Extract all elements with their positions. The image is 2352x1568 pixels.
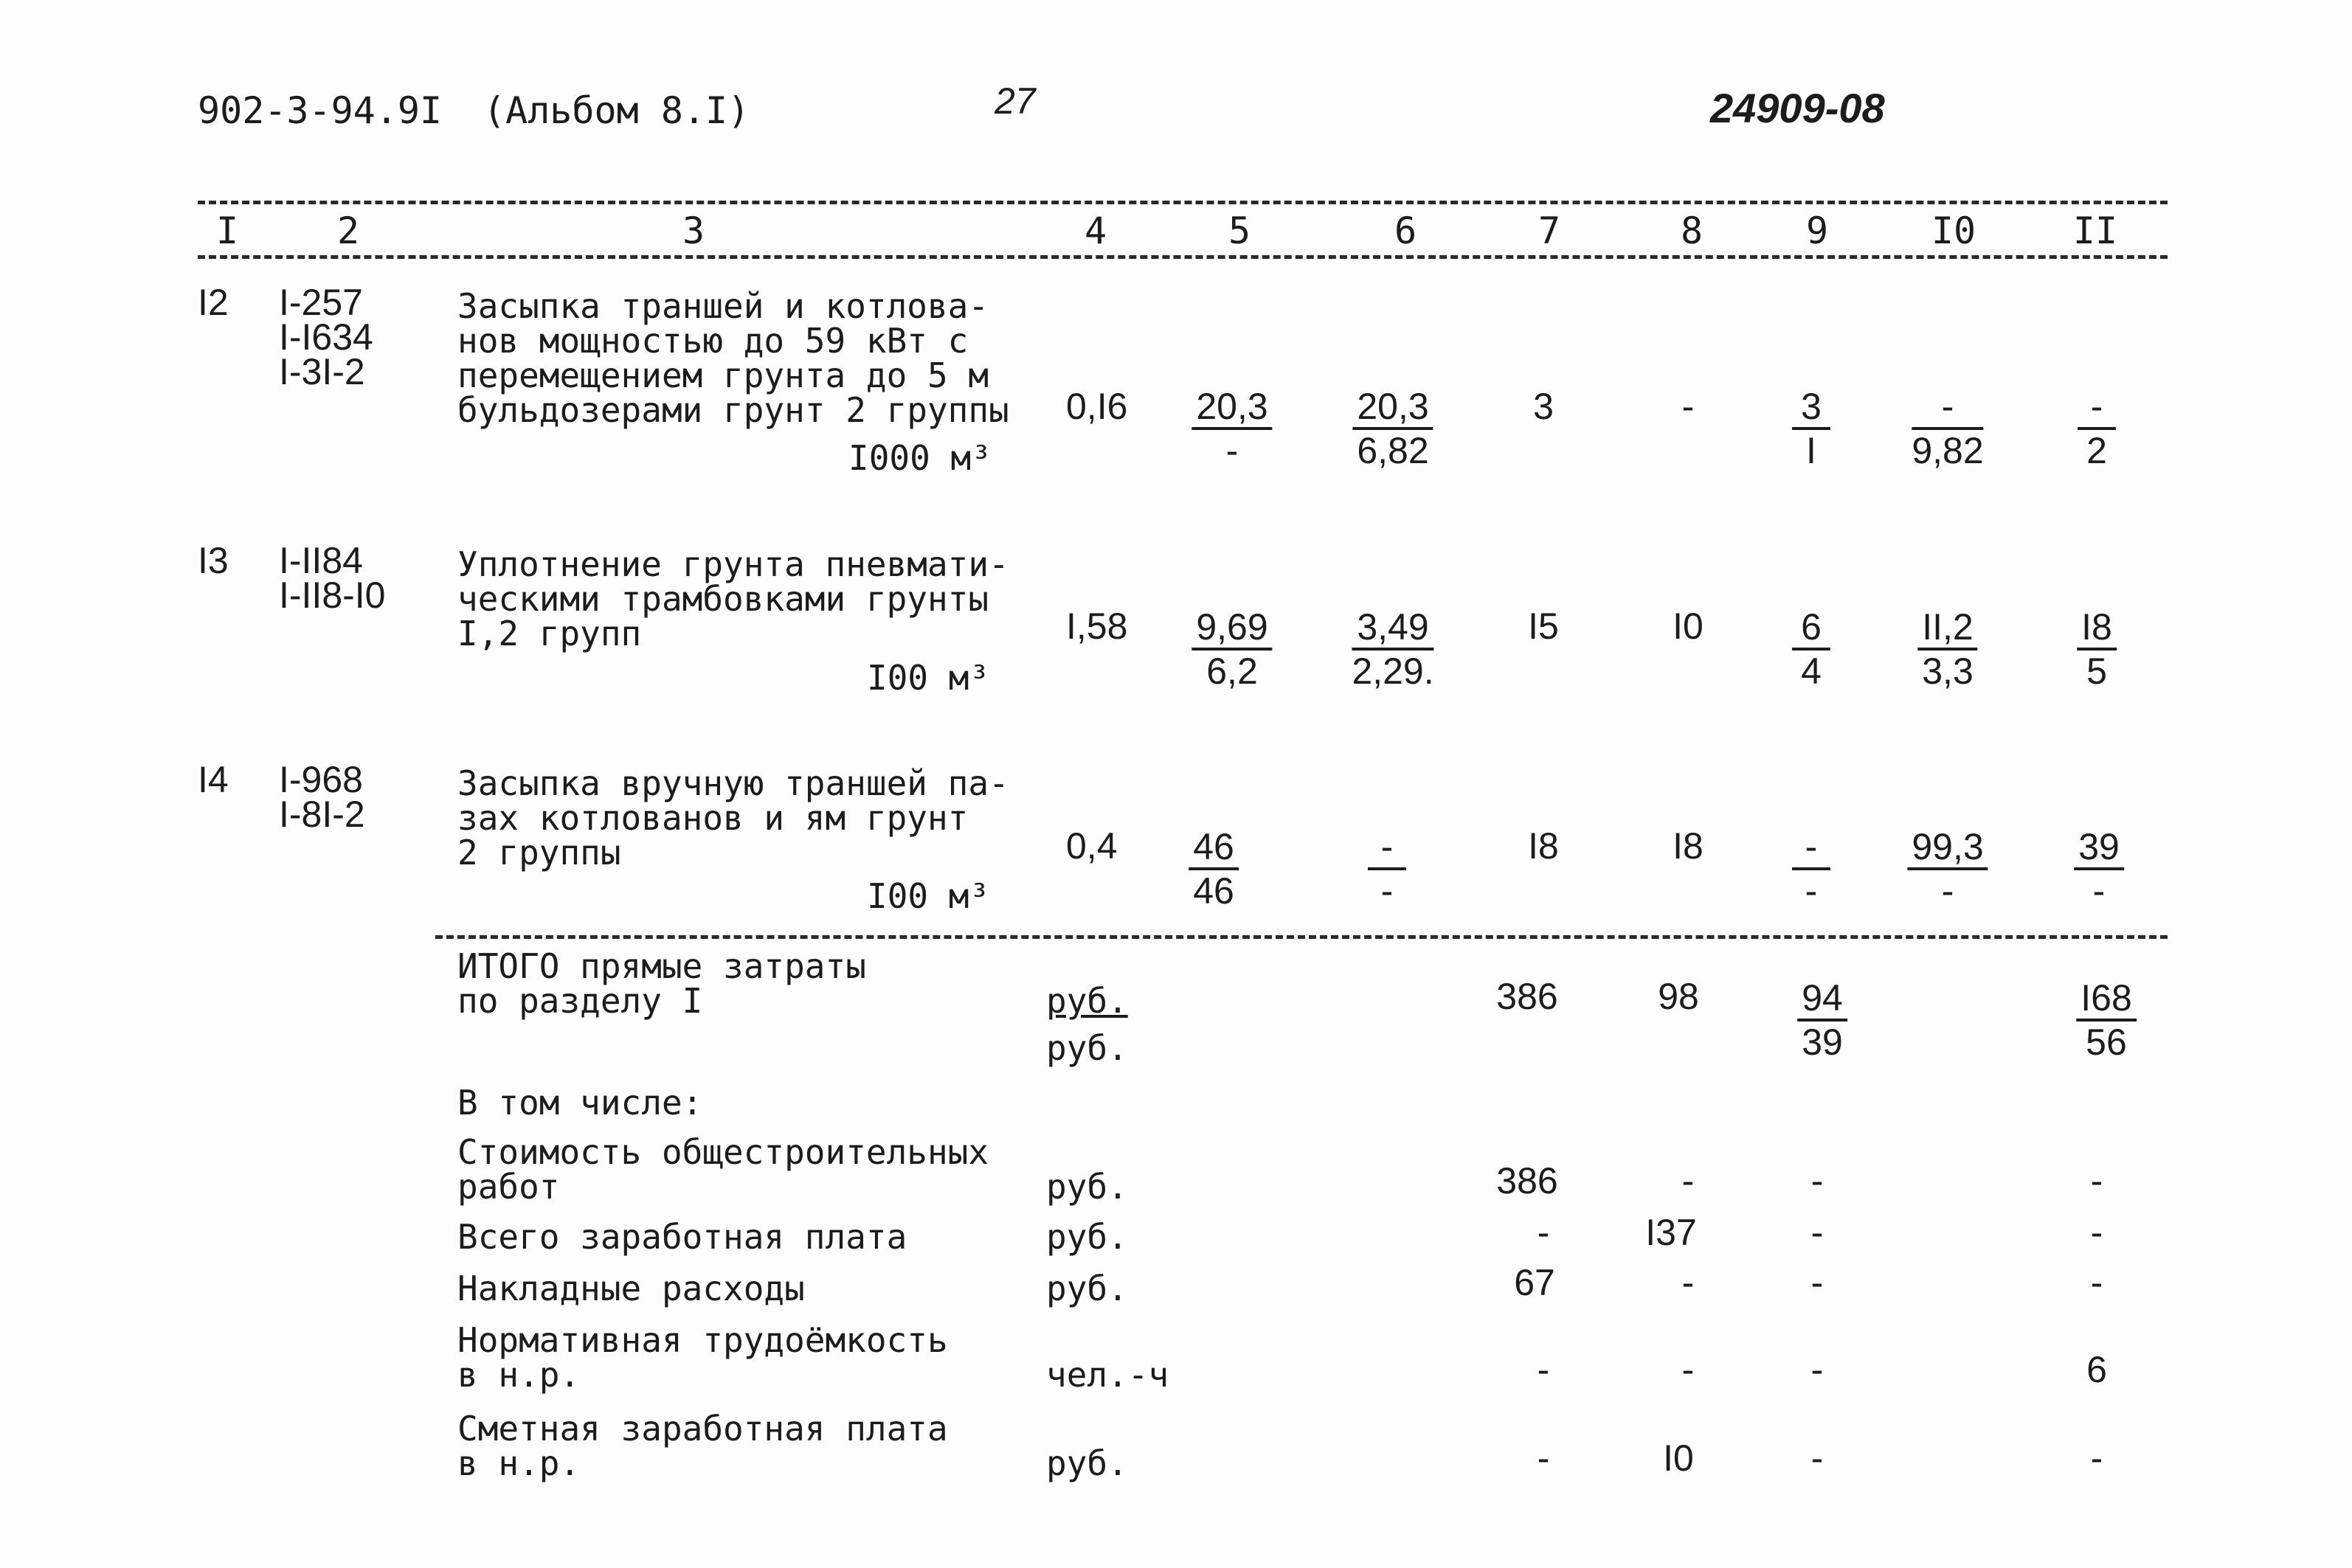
in-that-number-label: В том числе: <box>457 1083 703 1123</box>
fraction-top: 3 <box>1792 386 1830 430</box>
value: - <box>1810 1262 1824 1303</box>
value: 98 <box>1658 976 1699 1017</box>
work-description: Уплотнение грунта пневмати- <box>457 544 1009 584</box>
work-description: нов мощностью до 59 кВт с <box>457 321 969 361</box>
breakdown-unit: руб. <box>1046 1167 1128 1207</box>
cost-fraction <box>2074 826 2124 912</box>
breakdown-label: работ <box>457 1167 560 1207</box>
value: 386 <box>1496 976 1558 1017</box>
col-header-4: 4 <box>1084 209 1107 252</box>
fraction-bottom: 4 <box>1801 651 1822 692</box>
work-description: Засыпка траншей и котлова- <box>457 286 989 326</box>
fraction-bottom: - <box>1380 870 1394 912</box>
value: I5 <box>1528 606 1559 647</box>
cost-fraction <box>1352 606 1433 692</box>
breakdown-unit: чел.-ч <box>1046 1355 1169 1395</box>
row-number: I3 <box>198 540 229 581</box>
col-header-6: 6 <box>1394 209 1417 252</box>
value: - <box>1810 1349 1824 1390</box>
cost-fraction <box>1191 386 1272 471</box>
value: I0 <box>1673 606 1704 647</box>
value: 386 <box>1496 1160 1558 1201</box>
value: I8 <box>1528 825 1559 867</box>
cost-fraction <box>1352 386 1433 471</box>
cost-fraction <box>1792 386 1830 471</box>
work-description: зах котлованов и ям грунт <box>457 798 969 838</box>
value: - <box>2090 1160 2103 1201</box>
col-header-2: 2 <box>336 209 360 252</box>
breakdown-unit: руб. <box>1046 1269 1128 1308</box>
breakdown-label: в н.р. <box>457 1355 581 1395</box>
value: - <box>1681 386 1695 427</box>
fraction-bottom: 6,82 <box>1357 430 1429 471</box>
cost-fraction <box>2078 386 2116 471</box>
fraction-bottom: 6,2 <box>1206 651 1258 692</box>
cost-fraction <box>1917 606 1977 692</box>
value: I0 <box>1663 1437 1694 1479</box>
cost-fraction <box>1792 826 1830 912</box>
cost-fraction <box>1792 606 1830 692</box>
totals-label: по разделу I <box>457 981 703 1021</box>
fraction-bottom: - <box>1225 430 1239 471</box>
quantity: I,58 <box>1066 606 1128 647</box>
breakdown-label: Стоимость общестроительных <box>457 1132 989 1172</box>
fraction-bottom: 2 <box>2086 430 2107 471</box>
cost-fraction <box>1912 386 1983 471</box>
totals-label: ИТОГО прямые затраты <box>457 946 866 986</box>
cost-fraction <box>1191 606 1272 692</box>
unit-of-measure: I00 м³ <box>867 876 990 916</box>
work-description: перемещением грунта до 5 м <box>457 355 989 395</box>
col-header-7: 7 <box>1538 209 1561 252</box>
fraction-bottom: 46 <box>1193 870 1234 912</box>
fraction-top: - <box>1912 386 1983 430</box>
col-header-3: 3 <box>682 209 705 252</box>
value: - <box>1681 1349 1695 1390</box>
fraction-top: 99,3 <box>1907 826 1988 870</box>
rate-code: I-3I-2 <box>279 351 365 392</box>
fraction-top: I8 <box>2077 606 2117 651</box>
cost-fraction <box>1907 826 1988 912</box>
quantity: 0,I6 <box>1066 386 1128 427</box>
fraction-bottom: 5 <box>2086 651 2107 692</box>
page-number: 27 <box>995 80 1036 122</box>
col-header-1: I <box>215 209 239 252</box>
value: - <box>2090 1212 2103 1253</box>
breakdown-label: в н.р. <box>457 1443 581 1483</box>
fraction-top: 94 <box>1797 977 1847 1021</box>
fraction-bottom: 39 <box>1802 1021 1843 1063</box>
fraction-top: I68 <box>2076 977 2137 1021</box>
fraction-bottom: 2,29. <box>1352 651 1434 692</box>
rate-code: I-II84 <box>279 540 363 581</box>
fraction-top: 46 <box>1189 826 1239 870</box>
work-description: бульдозерами грунт 2 группы <box>457 390 1009 430</box>
cost-fraction <box>1368 826 1406 912</box>
rate-code: I-I634 <box>279 316 373 358</box>
value: - <box>1810 1160 1824 1201</box>
unit-of-measure: I000 м³ <box>848 438 992 478</box>
breakdown-label: Сметная заработная плата <box>457 1409 948 1449</box>
cost-fraction <box>2076 977 2137 1063</box>
value: - <box>1681 1160 1695 1201</box>
fraction-top: 39 <box>2074 826 2124 870</box>
value: - <box>1537 1212 1550 1253</box>
fraction-top: II,2 <box>1917 606 1977 651</box>
row-number: I2 <box>198 282 229 323</box>
rate-code: I-II8-I0 <box>279 575 386 616</box>
fraction-bottom: 9,82 <box>1912 430 1984 471</box>
value: - <box>1810 1212 1824 1253</box>
fraction-top: - <box>2078 386 2116 430</box>
value: I37 <box>1645 1212 1697 1253</box>
quantity: 0,4 <box>1066 825 1118 867</box>
value: - <box>2090 1437 2103 1479</box>
work-description: ческими трамбовками грунты <box>457 579 989 619</box>
breakdown-label: Нормативная трудоёмкость <box>457 1320 948 1360</box>
value: 67 <box>1514 1262 1555 1303</box>
fraction-bottom: - <box>1941 870 1954 912</box>
col-header-8: 8 <box>1680 209 1704 252</box>
col-header-9: 9 <box>1805 209 1829 252</box>
fraction-top: - <box>1368 826 1406 870</box>
fraction-top: 20,3 <box>1191 386 1272 430</box>
rate-code: I-968 <box>279 759 363 800</box>
breakdown-label: Всего заработная плата <box>457 1217 907 1257</box>
work-description: Засыпка вручную траншей па- <box>457 763 1009 803</box>
header-bottom-rule <box>198 255 2168 259</box>
fraction-bottom: 56 <box>2086 1021 2127 1063</box>
col-header-11: II <box>2072 209 2118 252</box>
totals-rule <box>435 935 2168 939</box>
value: 3 <box>1533 386 1554 427</box>
inventory-number: 24909-08 <box>1710 85 1885 131</box>
breakdown-unit: руб. <box>1046 1217 1128 1257</box>
fraction-top: - <box>1792 826 1830 870</box>
fraction-bottom: 3,3 <box>1922 651 1974 692</box>
work-description: 2 группы <box>457 833 621 873</box>
fraction-top: 9,69 <box>1191 606 1272 651</box>
totals-unit: руб. <box>1046 981 1128 1021</box>
document-code: 902-3-94.9I <box>198 89 443 132</box>
row-number: I4 <box>198 759 229 800</box>
header-top-rule <box>198 201 2168 204</box>
work-description: I,2 групп <box>457 614 642 653</box>
fraction-top: 20,3 <box>1352 386 1433 430</box>
value: - <box>1537 1437 1550 1479</box>
col-header-5: 5 <box>1228 209 1251 252</box>
fraction-top: 3,49 <box>1352 606 1433 651</box>
value: 6 <box>2086 1349 2107 1390</box>
cost-fraction <box>1189 826 1239 912</box>
cost-fraction <box>1797 977 1847 1063</box>
rate-code: I-8I-2 <box>279 794 365 835</box>
breakdown-label: Накладные расходы <box>457 1269 805 1308</box>
value: - <box>2090 1262 2103 1303</box>
col-header-10: I0 <box>1931 209 1976 252</box>
value: - <box>1537 1349 1550 1390</box>
totals-unit: руб. <box>1046 1028 1128 1068</box>
rate-code: I-257 <box>279 282 363 323</box>
value: - <box>1810 1437 1824 1479</box>
fraction-bottom: - <box>1805 870 1818 912</box>
cost-fraction <box>2077 606 2117 692</box>
album-label: (Альбом 8.I) <box>483 89 750 132</box>
value: I8 <box>1673 825 1704 867</box>
fraction-bottom: I <box>1806 430 1816 471</box>
breakdown-unit: руб. <box>1046 1443 1128 1483</box>
fraction-top: 6 <box>1792 606 1830 651</box>
fraction-bottom: - <box>2092 870 2106 912</box>
unit-of-measure: I00 м³ <box>867 658 990 698</box>
value: - <box>1681 1262 1695 1303</box>
